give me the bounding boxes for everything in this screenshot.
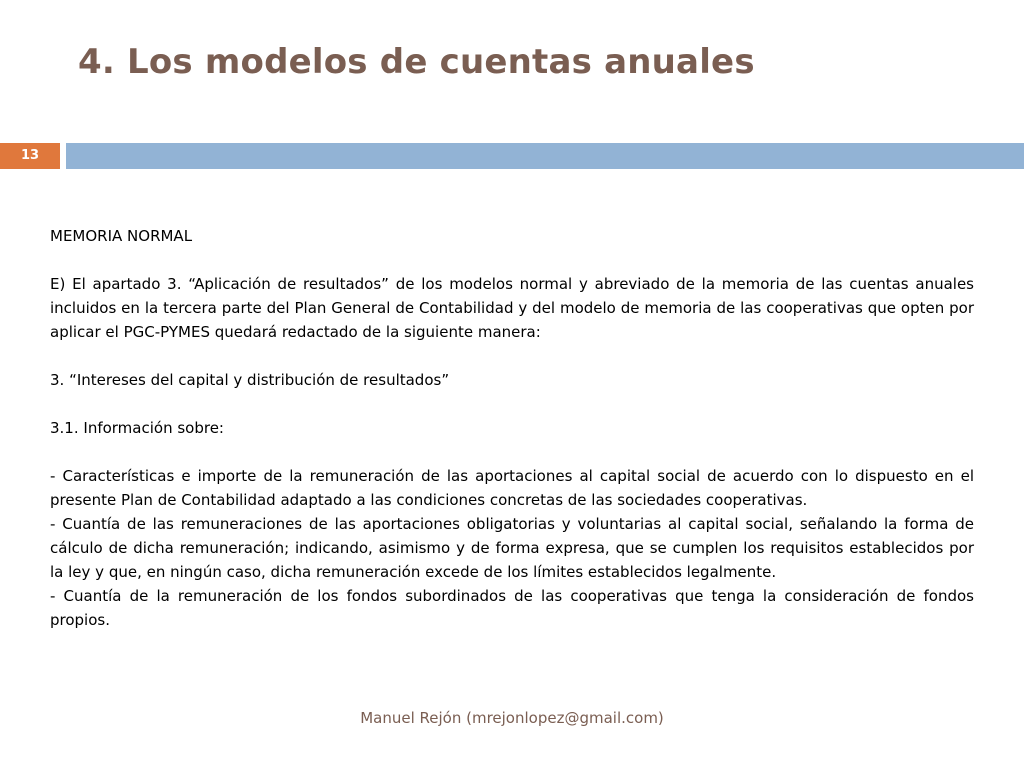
slide-body	[50, 224, 974, 632]
spacer	[50, 248, 974, 272]
section-title: 3. “Intereses del capital y distribución de resultados”	[50, 371, 450, 389]
memoria-heading: MEMORIA NORMAL	[50, 227, 193, 245]
subsection-title: 3.1. Información sobre:	[50, 419, 224, 437]
list-item: - Cuantía de las remuneraciones de las aportaciones obligatorias y voluntarias al capital social, señalando la forma de cálculo de dicha remuneración; indicando, asimismo y de forma expresa, que se cumplen los requisitos establecidos por la ley y que, en ningún caso, dicha remuneración excede de los límites establecidos legalmente.	[50, 515, 974, 581]
slide-number: 13	[0, 143, 60, 169]
footer-author: Manuel Rejón (mrejonlopez@gmail.com)	[360, 709, 664, 727]
spacer	[50, 440, 974, 464]
list-item: - Cuantía de la remuneración de los fondos subordinados de las cooperativas que tenga la consideración de fondos propios.	[50, 587, 974, 629]
spacer	[50, 344, 974, 368]
header-bar	[66, 143, 1024, 169]
intro-paragraph: E) El apartado 3. “Aplicación de resultados” de los modelos normal y abreviado de la memoria de las cuentas anuales incluidos en la tercera parte del Plan General de Contabilidad y del modelo de memoria de las cooperativas que opten por aplicar el PGC-PYMES quedará redactado de la siguiente manera:	[50, 275, 974, 341]
list-item: - Características e importe de la remuneración de las aportaciones al capital social de acuerdo con lo dispuesto en el presente Plan de Contabilidad adaptado a las condiciones concretas de las sociedades cooperativas.	[50, 467, 974, 509]
spacer	[50, 392, 974, 416]
slide-title: 4. Los modelos de cuentas anuales	[78, 42, 755, 82]
